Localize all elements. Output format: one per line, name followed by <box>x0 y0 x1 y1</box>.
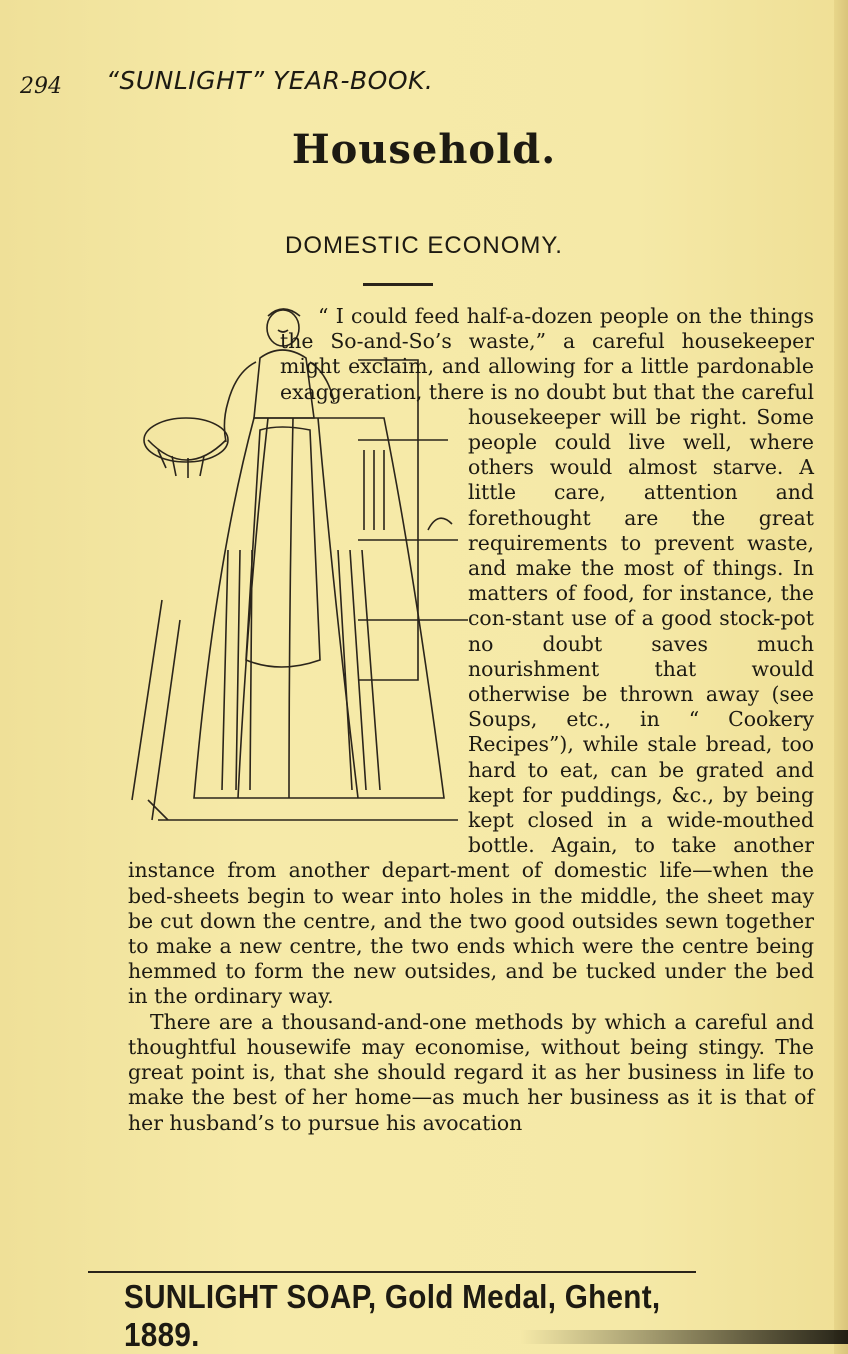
footer-advert: SUNLIGHT SOAP, Gold Medal, Ghent, 1889. <box>124 1278 661 1353</box>
wrap-spacer-figure <box>128 406 468 838</box>
section-title: Household. <box>291 126 557 173</box>
header <box>20 60 820 100</box>
page-shadow <box>520 1330 848 1344</box>
body-text <box>128 304 814 1136</box>
page-number: 294 <box>20 74 62 99</box>
footer-rule <box>88 1271 696 1273</box>
page-edge <box>834 0 848 1354</box>
paragraph-2: There are a thousand-and-one methods by which a careful and thoughtful housewife may economise, without being stingy. The great point is, that she should regard it as her business in life to make the best of her home—as much her business as it is that of her husband’s to pursue his avocation <box>128 1009 814 1135</box>
wrap-spacer-top <box>128 304 280 406</box>
running-head: “SUNLIGHT” YEAR-BOOK. <box>106 66 434 95</box>
subtitle: DOMESTIC ECONOMY. <box>285 232 563 259</box>
paragraph-1: “ I could feed half-a-dozen people on the things the So-and-So’s waste,” a careful housekeeper might exclaim, and allowing for a little pardonable exaggeration, there is no doubt but that the careful housekeeper will be right. Some people could live well, where others would almost starve. A little care, attention and forethought are the great requirements to prevent waste, and make the most of things. In matters of food, for instance, the con-stant use of a good stock-pot no doubt saves much nourishment that would otherwise be thrown away (see Soups, etc., in “ Cookery Recipes”), while stale bread, too hard to eat, can be grated and kept for puddings, &c., by being kept closed in a wide-mouthed bottle. Again, to take another instance from another depart-ment of domestic life—when the bed-sheets begin to wear into holes in the middle, the sheet may be cut down the centre, and the two good outsides sewn together to make a new centre, the two ends which were the centre being hemmed to form the new outsides, and be tucked under the bed in the ordinary way. <box>128 304 814 1009</box>
title-rule <box>363 283 433 286</box>
